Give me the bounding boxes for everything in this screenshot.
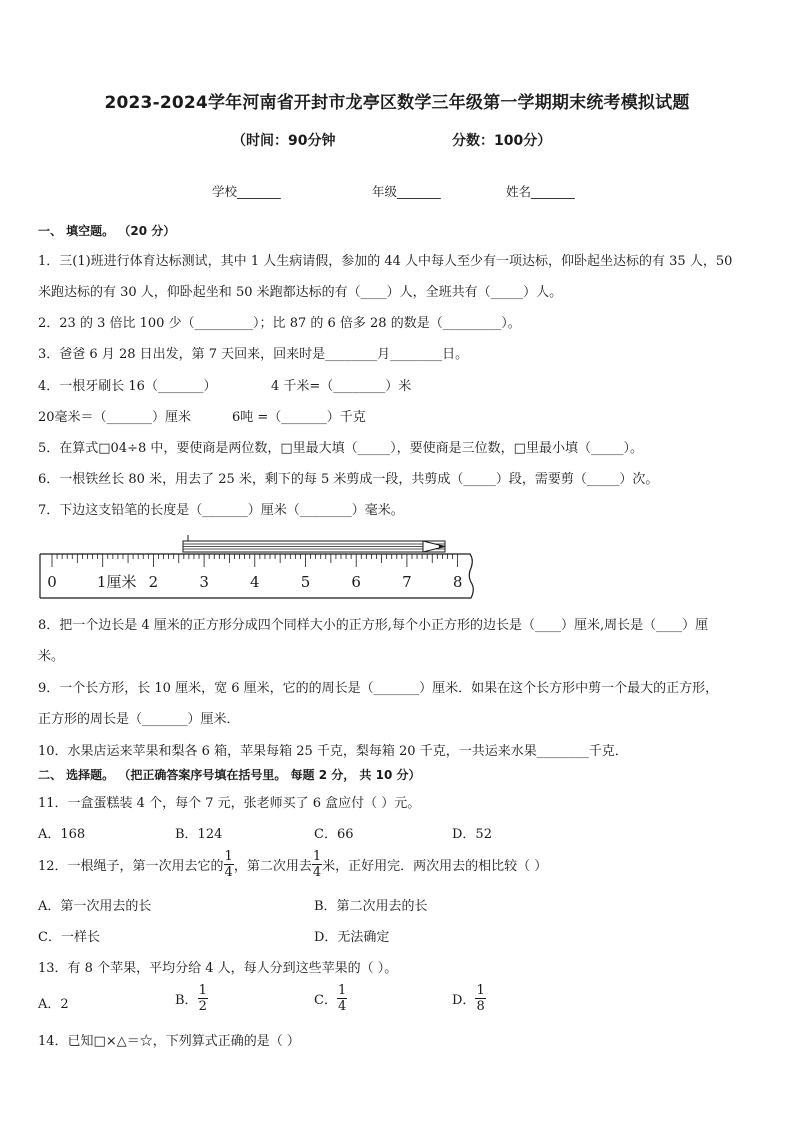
fraction-one-eighth: $\frac{1}{8}$ — [476, 983, 485, 1014]
exam-score: 分数：100分） — [452, 133, 552, 149]
section-choice-heading: 二、 选择题。 （把正确答案序号填在括号里。 每题 2 分， 共 10 分） — [38, 768, 421, 782]
question-3: 3．爸爸 6 月 28 日出发，第 7 天回来，回来时是________月________日。 — [38, 347, 469, 362]
question-10: 10．水果店运来苹果和梨各 6 箱，苹果每箱 25 千克，梨每箱 20 千克，一共运来水果________千克． — [38, 744, 628, 759]
question-13-option-d: D． $\frac{1}{8}$ — [452, 983, 485, 1014]
question-6: 6．一根铁丝长 80 米，用去了 25 米，剩下的每 5 米剪成一段，共剪成（_____）段，需要剪（_____）次。 — [38, 472, 659, 487]
question-12 — [38, 850, 547, 879]
question-4-part-a: 4．一根牙刷长 16（_______） — [38, 379, 217, 394]
ruler-number: 2 — [148, 573, 159, 591]
question-11-option-d: D．52 — [452, 827, 492, 842]
ruler-number: 7 — [402, 573, 412, 591]
fraction-one-quarter: $\frac{1}{4}$ — [224, 849, 233, 880]
ruler-number: 8 — [452, 573, 463, 591]
exam-title: 2023-2024学年河南省开封市龙亭区数学三年级第一学期期末统考模拟试题 — [104, 93, 690, 113]
question-7: 7．下边这支铅笔的长度是（_______）厘米（________）毫米。 — [38, 503, 404, 518]
question-11: 11．一盒蛋糕装 4 个，每个 7 元，张老师买了 6 盒应付（ ）元。 — [38, 796, 421, 811]
fraction-one-half: $\frac{1}{2}$ — [198, 983, 207, 1014]
question-4-part-c: 20毫米＝（_______）厘米 — [38, 410, 192, 425]
ruler-number: 1厘米 — [96, 573, 137, 591]
question-11-option-c: C．66 — [314, 827, 354, 842]
question-8-line-2: 米。 — [38, 649, 65, 664]
question-2: 2．23 的 3 倍比 100 少（_________）；比 87 的 6 倍多 28 的数是（_________）。 — [38, 316, 521, 331]
section-fill-blank-heading: 一、 填空题。 （20 分） — [38, 224, 176, 238]
name-field: 姓名_______ — [506, 184, 575, 199]
ruler-icon — [40, 554, 473, 598]
exam-time: （时间：90分钟 — [232, 133, 336, 149]
question-1-line-2: 米跑达标的有 30 人，仰卧起坐和 50 米跑都达标的有（____）人，全班共有（_____）人。 — [38, 285, 563, 300]
question-5: 5．在算式□04÷8 中，要使商是两位数，□里最大填（_____），要使商是三位数，□里最小填（_____）。 — [38, 441, 643, 456]
question-9-line-1: 9．一个长方形，长 10 厘米，宽 6 厘米，它的的周长是（_______）厘米．如果在这个长方形中剪一个最大的正方形， — [38, 681, 719, 696]
question-12-option-c: C．一样长 — [38, 930, 100, 945]
question-1-line-1: 1．三(1)班进行体育达标测试，其中 1 人生病请假，参加的 44 人中每人至少有一项达标，仰卧起坐达标的有 35 人，50 — [38, 254, 733, 269]
question-12-stem-middle: ，第二次用去 — [233, 859, 312, 874]
ruler-number: 4 — [250, 573, 260, 591]
grade-field: 年级_______ — [372, 184, 441, 199]
ruler-number: 0 — [47, 573, 57, 591]
question-12-stem-start: 12．一根绳子，第一次用去它的 — [38, 859, 224, 874]
question-12-option-b: B．第二次用去的长 — [314, 899, 428, 914]
question-12-option-a: A．第一次用去的长 — [38, 899, 152, 914]
question-4-part-d: 6吨 =（_______）千克 — [232, 410, 366, 425]
fraction-one-quarter-meter: $\frac{1}{4}$ — [312, 849, 322, 880]
school-field: 学校_______ — [212, 184, 281, 199]
ruler-with-pencil — [38, 530, 483, 605]
question-14: 14．已知□×△＝☆，下列算式正确的是（ ） — [38, 1034, 300, 1049]
question-11-option-a: A．168 — [38, 827, 86, 842]
ruler-number: 6 — [351, 573, 361, 591]
question-9-line-2: 正方形的周长是（_______）厘米． — [38, 712, 240, 727]
fraction-one-quarter-option: $\frac{1}{4}$ — [337, 983, 347, 1014]
question-13-option-b: B． $\frac{1}{2}$ — [175, 983, 207, 1014]
question-12-stem-end: 米，正好用完．两次用去的相比较（ ） — [322, 859, 548, 874]
question-4-part-b: 4 千米=（________）米 — [271, 379, 412, 394]
pencil-icon — [183, 535, 446, 552]
ruler-number: 3 — [199, 573, 209, 591]
question-13-option-a: A．2 — [38, 997, 69, 1012]
question-12-option-d: D．无法确定 — [314, 930, 390, 945]
question-13: 13．有 8 个苹果，平均分给 4 人，每人分到这些苹果的（ ）。 — [38, 961, 398, 976]
ruler-number: 5 — [300, 573, 311, 591]
question-11-option-b: B．124 — [175, 827, 223, 842]
question-13-option-c: C． $\frac{1}{4}$ — [314, 983, 347, 1014]
question-8-line-1: 8．把一个边长是 4 厘米的正方形分成四个同样大小的正方形,每个小正方形的边长是（____）厘米,周长是（____）厘 — [38, 618, 709, 633]
